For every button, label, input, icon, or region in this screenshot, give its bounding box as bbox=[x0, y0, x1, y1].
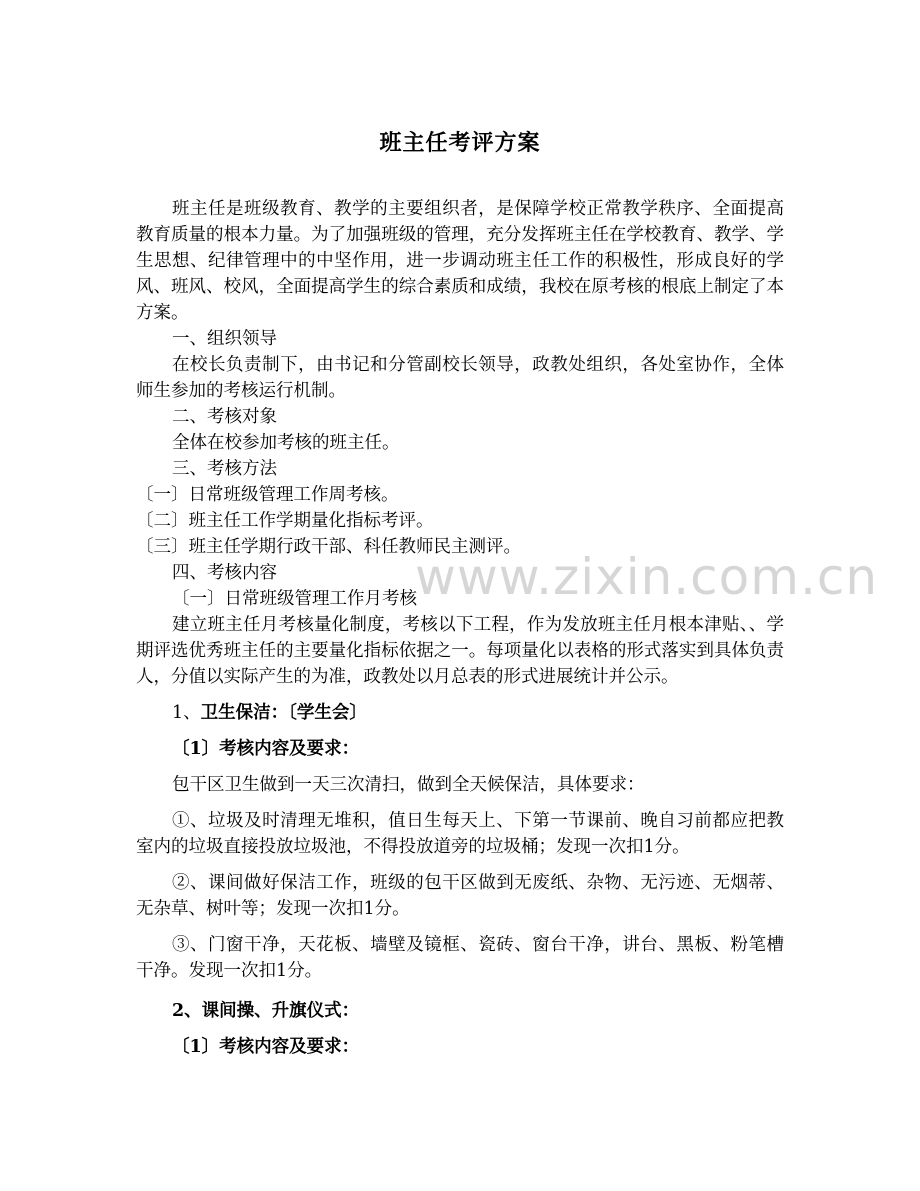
hygiene-item-1: ①、垃圾及时清理无堆积，值日生每天上、下第一节课前、晚自习前都应把教室内的垃圾直接投放垃圾池，不得投放道旁的垃圾桶；发现一次扣1分。 bbox=[136, 811, 784, 857]
exercise-requirements-heading: 〔1〕考核内容及要求： bbox=[172, 1037, 360, 1057]
document-title: 班主任考评方案 bbox=[379, 130, 541, 156]
method-item-2: 〔二〕班主任工作学期量化指标考评。 bbox=[136, 511, 434, 531]
intro-paragraph: 班主任是班级教育、教学的主要组织者，是保障学校正常教学秩序、全面提高教育质量的根本力量。为了加强班级的管理，充分发挥班主任在学校教育、教学、学生思想、纪律管理中的中坚作用，进一步调动班主任工作的积极性，形成良好的学风、班风、校风，全面提高学生的综合素质和成绩，我校在原考核的根底上制定了本方案。 bbox=[136, 199, 784, 323]
document-page bbox=[136, 128, 784, 1060]
content-subheading: 〔一〕日常班级管理工作月考核 bbox=[172, 589, 417, 609]
section-exercise-heading: 2、课间操、升旗仪式： bbox=[172, 1001, 360, 1021]
section-hygiene-heading bbox=[136, 700, 784, 726]
section-hygiene-label: 卫生保洁：〔学生会〕 bbox=[200, 703, 367, 723]
section-hygiene-number: 1、 bbox=[172, 703, 201, 723]
hygiene-item-3: ③、门窗干净，天花板、墙壁及镜框、瓷砖、窗台干净，讲台、黑板、粉笔槽干净。发现一次扣1分。 bbox=[136, 935, 784, 981]
heading-content: 四、考核内容 bbox=[172, 563, 277, 583]
target-paragraph: 全体在校参加考核的班主任。 bbox=[172, 433, 400, 453]
method-item-1: 〔一〕日常班级管理工作周考核。 bbox=[136, 485, 399, 505]
heading-method: 三、考核方法 bbox=[172, 459, 277, 479]
watermark: www.zixin.com.cn bbox=[415, 548, 879, 606]
method-item-3: 〔三〕班主任学期行政干部、科任教师民主测评。 bbox=[136, 537, 521, 557]
organization-paragraph: 在校长负责制下，由书记和分管副校长领导，政教处组织，各处室协作，全体师生参加的考核运行机制。 bbox=[136, 355, 784, 401]
heading-organization: 一、组织领导 bbox=[172, 329, 277, 349]
hygiene-requirements-heading: 〔1〕考核内容及要求： bbox=[172, 739, 360, 759]
section-hygiene-text bbox=[172, 703, 367, 723]
content-paragraph: 建立班主任月考核量化制度，考核以下工程，作为发放班主任月根本津贴、、学期评选优秀班主任的主要量化指标依据之一。每项量化以表格的形式落实到具体负责人，分值以实际产生的为准，政教处以月总表的形式进展统计并公示。 bbox=[136, 615, 784, 687]
heading-target: 二、考核对象 bbox=[172, 407, 277, 427]
hygiene-intro: 包干区卫生做到一天三次清扫，做到全天候保洁，具体要求： bbox=[172, 775, 645, 795]
hygiene-item-2: ②、课间做好保洁工作，班级的包干区做到无废纸、杂物、无污迹、无烟蒂、无杂草、树叶等；发现一次扣1分。 bbox=[136, 873, 784, 919]
